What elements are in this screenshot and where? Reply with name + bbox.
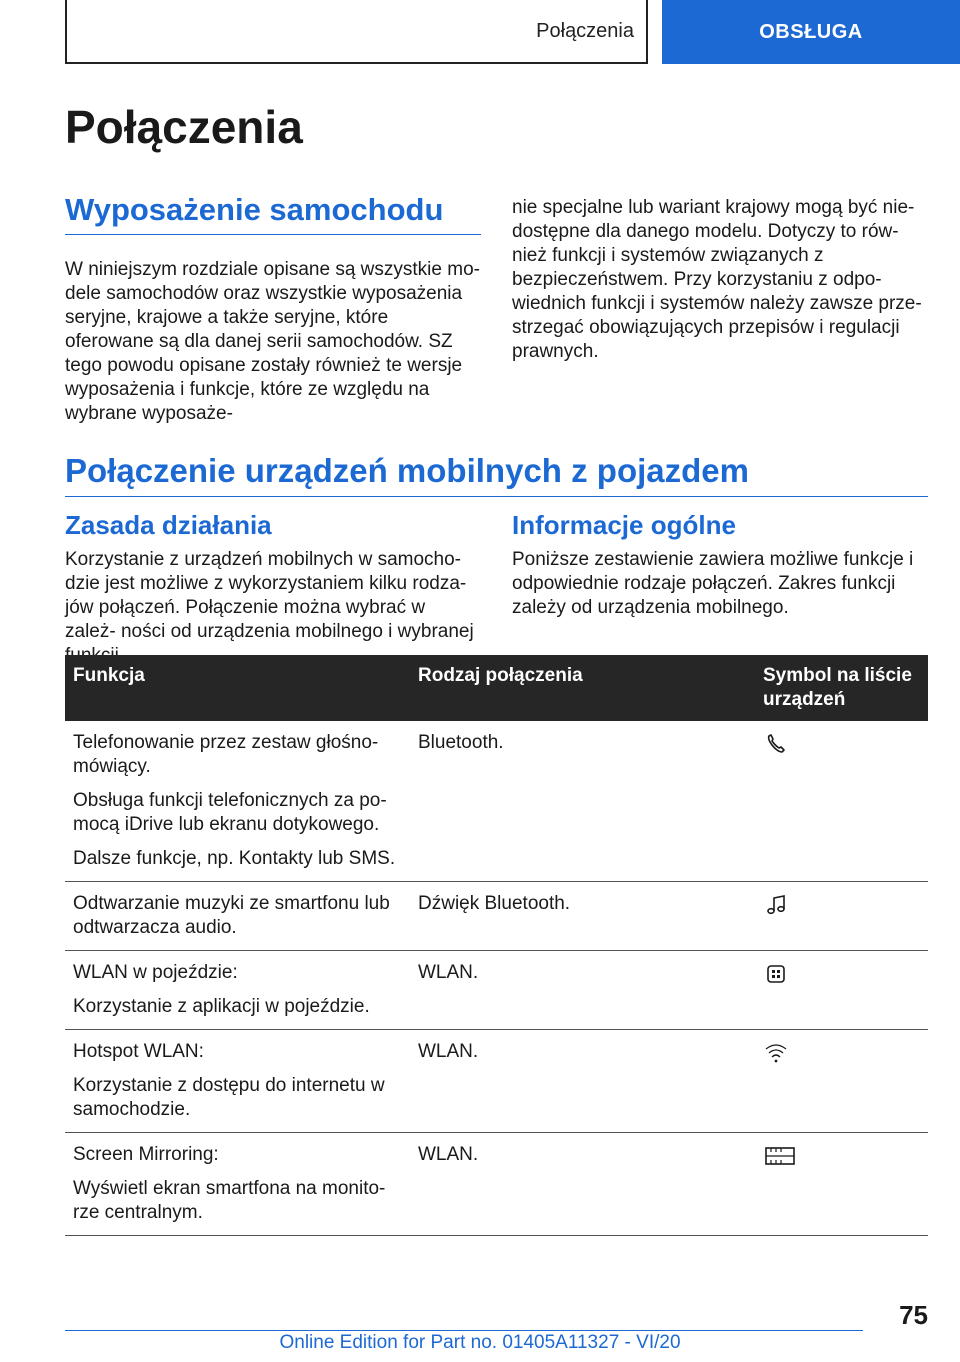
screen-mirroring-icon	[763, 1143, 920, 1169]
table-cell-connection: WLAN.	[410, 951, 755, 1030]
connections-table	[65, 655, 928, 1236]
function-line: Dalsze funkcje, np. Kontakty lub SMS.	[73, 848, 396, 869]
general-text: Poniższe zestawienie zawiera możliwe funkcje i odpowiednie rodzaje połączeń. Zakres funkcji zależy od urządzenia mobilnego.	[512, 549, 914, 618]
function-line: Odtwarzanie muzyki ze smartfonu lub odtwarzacza audio.	[73, 893, 390, 938]
header-section-label: OBSŁUGA	[759, 20, 863, 43]
table-cell-symbol	[755, 882, 928, 951]
table-header-function: Funkcja	[65, 655, 410, 721]
table-cell-function	[65, 1030, 410, 1133]
wifi-icon	[763, 1040, 920, 1066]
music-note-icon	[763, 892, 920, 918]
function-line: Telefonowanie przez zestaw głośno‐ mówiący.	[73, 732, 379, 777]
table-row	[65, 1030, 928, 1133]
table-header-symbol: Symbol na liście urządzeń	[755, 655, 928, 721]
footer-divider	[65, 1330, 863, 1331]
function-line: Obsługa funkcji telefonicznych za po‐ mocą iDrive lub ekranu dotykowego.	[73, 790, 387, 835]
principle-heading: Zasada działania	[65, 510, 272, 540]
table-cell-connection: WLAN.	[410, 1030, 755, 1133]
table-header-row	[65, 655, 928, 721]
mobile-heading: Połączenie urządzeń mobilnych z pojazdem	[65, 452, 928, 497]
apps-icon	[763, 961, 920, 987]
general-heading: Informacje ogólne	[512, 510, 736, 540]
header-section	[662, 0, 960, 64]
table-cell-function	[65, 951, 410, 1030]
table-cell-symbol	[755, 951, 928, 1030]
header-chapter	[65, 0, 648, 64]
function-line: Screen Mirroring:	[73, 1144, 219, 1165]
table-row	[65, 721, 928, 882]
table-row	[65, 1133, 928, 1236]
table-cell-function	[65, 882, 410, 951]
page-number: 75	[899, 1300, 928, 1330]
page-title: Połączenia	[65, 101, 303, 153]
equipment-text-col1: W niniejszym rozdziale opisane są wszystkie mo‐ dele samochodów oraz wszystkie wyposażenia seryjne, krajowe a także seryjne, które oferowane są dla danej serii samochodów. SZ tego powodu opisane zostały również te wersje wyposażenia i funkcje, które ze względu na wybrane wyposaże‐	[65, 259, 480, 424]
table-cell-symbol	[755, 721, 928, 882]
function-line: Korzystanie z aplikacji w pojeździe.	[73, 996, 370, 1017]
equipment-text-col2: nie specjalne lub wariant krajowy mogą być nie‐ dostępne dla danego modelu. Dotyczy to rów‐ nież funkcji i systemów związanych z bezpieczeństwem. Przy korzystaniu z odpo‐ wiednich funkcji i systemów należy zawsze prze‐ strzegać obowiązujących przepisów i regulacji prawnych.	[512, 197, 922, 362]
table-cell-function	[65, 1133, 410, 1236]
table-header-connection: Rodzaj połączenia	[410, 655, 755, 721]
footer-edition: Online Edition for Part no. 01405A11327 - VI/20	[279, 1332, 681, 1353]
table-cell-symbol	[755, 1030, 928, 1133]
header-chapter-label: Połączenia	[536, 19, 634, 42]
table-cell-connection: Bluetooth.	[410, 721, 755, 882]
table-cell-symbol	[755, 1133, 928, 1236]
function-line: Hotspot WLAN:	[73, 1041, 204, 1062]
table-row	[65, 882, 928, 951]
table-cell-connection: WLAN.	[410, 1133, 755, 1236]
table-row	[65, 951, 928, 1030]
table-cell-connection: Dźwięk Bluetooth.	[410, 882, 755, 951]
function-line: Korzystanie z dostępu do internetu w samochodzie.	[73, 1075, 385, 1120]
phone-icon	[763, 731, 920, 757]
function-line: WLAN w pojeździe:	[73, 962, 238, 983]
principle-text: Korzystanie z urządzeń mobilnych w samocho‐ dzie jest możliwe z wykorzystaniem kilku rodza‐ jów połączeń. Połączenie można wybrać w zależ‐ ności od urządzenia mobilnego i wybranej	[65, 549, 474, 642]
function-line: Wyświetl ekran smartfona na monito‐ rze centralnym.	[73, 1178, 386, 1223]
equipment-heading: Wyposażenie samochodu	[65, 192, 481, 235]
table-cell-function	[65, 721, 410, 882]
